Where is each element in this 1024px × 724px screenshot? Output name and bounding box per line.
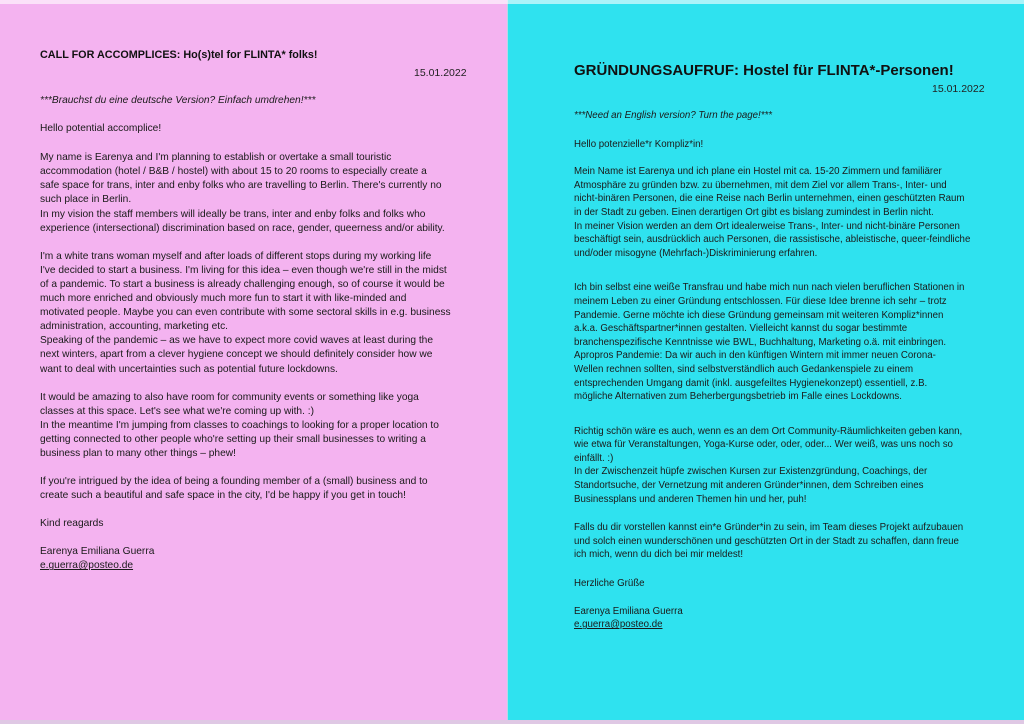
paragraph-2 bbox=[40, 250, 490, 377]
scan-edge-top bbox=[0, 0, 1024, 4]
line: business plan to many other things – phew! bbox=[40, 447, 236, 459]
line: und/oder misogyne (Mehrfach-)Diskriminierung erfahren. bbox=[574, 247, 818, 259]
signature bbox=[40, 545, 490, 573]
line: und solch einen wunderschönen und geschützten Ort in der Stadt zu schaffen, dann freue bbox=[574, 535, 959, 547]
line: administration, accounting, marketing etc. bbox=[40, 321, 228, 333]
email-link[interactable]: e.guerra@posteo.de bbox=[40, 560, 134, 572]
line: nicht-binären Personen, die eine Reise nach Berlin unternehmen, einen geschützten Raum bbox=[574, 193, 965, 205]
line: much more enriched and obviously much more fun to start it with like-minded and bbox=[40, 293, 407, 305]
paragraph-4 bbox=[40, 475, 490, 503]
line: Standortsuche, der Vernetzung mit anderen Gründer*innen, dem Schreiben eines bbox=[574, 480, 924, 492]
paragraph-3 bbox=[40, 391, 490, 461]
german-title: GRÜNDUNGSAUFRUF: Hostel für FLINTA*-Personen! bbox=[574, 62, 954, 79]
line: Pandemie. Gerne möchte ich diese Gründung gemeinsam mit weiteren Kompliz*innen bbox=[574, 309, 944, 321]
paragraph-3 bbox=[574, 425, 1014, 507]
line: motivated people. Maybe you can even contribute with some sectoral skills in e.g. business bbox=[40, 307, 451, 319]
language-note: ***Brauchst du eine deutsche Version? Einfach umdrehen!*** bbox=[40, 95, 316, 106]
line: Speaking of the pandemic – as we have to expect more covid waves at least during the bbox=[40, 335, 434, 347]
paragraph-4 bbox=[574, 521, 1014, 562]
line: In meiner Vision werden an dem Ort idealerweise Trans-, Inter- und nicht-binäre Personen bbox=[574, 220, 960, 232]
english-date: 15.01.2022 bbox=[414, 67, 467, 79]
greeting: Hello potential accomplice! bbox=[40, 123, 162, 135]
line: experience (intersectional) discrimination based on race, gender, queerness and/or ability. bbox=[40, 222, 445, 234]
line: In der Zwischenzeit hüpfe zwischen Kursen zur Existenzgründung, Coachings, der bbox=[574, 466, 928, 478]
greeting: Hello potenzielle*r Kompliz*in! bbox=[574, 138, 704, 150]
paragraph-1 bbox=[40, 151, 490, 236]
scan-edge-bottom bbox=[0, 720, 1024, 724]
closing: Kind reagards bbox=[40, 518, 104, 530]
line: My name is Earenya and I'm planning to establish or overtake a small touristic bbox=[40, 152, 392, 164]
paragraph-1 bbox=[574, 165, 1014, 260]
line: a.k.a. Geschäftspartner*innen gestalten. Vielleicht kannst du sogar bestimmte bbox=[574, 323, 908, 335]
email-link[interactable]: e.guerra@posteo.de bbox=[574, 619, 663, 631]
line: meinem Leben zu einer Gründung entschlossen. Für diese Idee brenne ich sehr – trotz bbox=[574, 295, 947, 307]
line: If you're intrigued by the idea of being a founding member of a (small) business and to bbox=[40, 476, 428, 488]
line: in der Stadt zu geben. Einen derartigen Ort gibt es bislang zumindest in Berlin nicht. bbox=[574, 206, 934, 218]
line: einfällt. :) bbox=[574, 452, 614, 464]
line: Wellen rechnen sollten, sind selbstverständlich auch Gedankenspiele zu einem bbox=[574, 363, 914, 375]
line: safe space for trans, inter and enby folks who are travelling to Berlin. There's currently no bbox=[40, 180, 442, 192]
german-body bbox=[574, 109, 1014, 646]
line: getting connected to other people who're setting up their small businesses to writing a bbox=[40, 433, 426, 445]
line: In my vision the staff members will ideally be trans, inter and enby folks and folks who bbox=[40, 208, 426, 220]
line: such place in Berlin. bbox=[40, 194, 132, 206]
signature bbox=[574, 605, 1014, 632]
closing: Herzliche Grüße bbox=[574, 578, 645, 590]
line: It would be amazing to also have room for community events or something like yoga bbox=[40, 391, 419, 403]
line: Ich bin selbst eine weiße Transfrau und habe mich nun nach vielen beruflichen Stationen in bbox=[574, 282, 965, 294]
line: Businessplans und anderen Themen hin und her, puh! bbox=[574, 493, 807, 505]
line: create such a beautiful and safe space in the city, I'd be happy if you get in touch! bbox=[40, 490, 406, 502]
line: Richtig schön wäre es auch, wenn es an dem Ort Community-Räumlichkeiten geben kann, bbox=[574, 425, 963, 437]
line: Mein Name ist Earenya und ich plane ein Hostel mit ca. 15-20 Zimmern und familiärer bbox=[574, 166, 942, 178]
language-note: ***Need an English version? Turn the page!*** bbox=[574, 110, 773, 121]
line: accommodation (hotel / B&B / hostel) with about 15 to 20 rooms to especially create a bbox=[40, 166, 427, 178]
line: In the meantime I'm jumping from classes to coachings to looking for a proper location to bbox=[40, 419, 439, 431]
line: want to deal with uncertainties such as potential future lockdowns. bbox=[40, 363, 338, 375]
line: beschäftigt sein, ausdrücklich auch Personen, die rassistische, ableistische, queer-feindliche bbox=[574, 234, 971, 246]
author-name: Earenya Emiliana Guerra bbox=[574, 605, 683, 617]
line: next winters, apart from a clever hygiene concept we should definitely consider how we bbox=[40, 349, 433, 361]
line: wie etwa für Veranstaltungen, Yoga-Kurse oder, oder, oder... Wer weiß, was uns noch so bbox=[574, 439, 953, 451]
line: Atmosphäre zu gründen bzw. zu übernehmen, mit dem Ziel vor allem Trans-, Inter- und bbox=[574, 179, 947, 191]
line: branchenspezifische Kenntnisse wie BWL, Buchhaltung, Marketing o.ä. mit einbringen. bbox=[574, 336, 947, 348]
line: entsprechenden Umgang damit (inkl. ausgefeiltes Hygienekonzept) essentiell, z.B. bbox=[574, 377, 928, 389]
line: of a pandemic. To start a business is already challenging enough, so of course it would be bbox=[40, 278, 445, 290]
paragraph-2 bbox=[574, 281, 1014, 403]
author-name: Earenya Emiliana Guerra bbox=[40, 546, 155, 558]
line: classes at this space. Let's see what we're coming up with. :) bbox=[40, 405, 314, 417]
line: mögliche Alternativen zum Beherbergungsbetrieb im Falle eines Lockdowns. bbox=[574, 391, 902, 403]
line: Apropros Pandemie: Da wir auch in den künftigen Wintern mit immer neuen Corona- bbox=[574, 350, 936, 362]
english-body bbox=[40, 94, 490, 588]
line: I've decided to start a business. I'm living for this idea – even though we're still in the midst bbox=[40, 264, 447, 276]
line: Falls du dir vorstellen kannst ein*e Gründer*in zu sein, im Team dieses Projekt aufzubauen bbox=[574, 522, 964, 534]
german-date: 15.01.2022 bbox=[932, 83, 985, 95]
german-page bbox=[508, 0, 1024, 724]
line: ich mich, wenn du dich bei mir meldest! bbox=[574, 549, 744, 561]
line: I'm a white trans woman myself and after loads of different stops during my working life bbox=[40, 250, 432, 262]
english-title: CALL FOR ACCOMPLICES: Ho(s)tel for FLINTA* folks! bbox=[40, 49, 318, 61]
